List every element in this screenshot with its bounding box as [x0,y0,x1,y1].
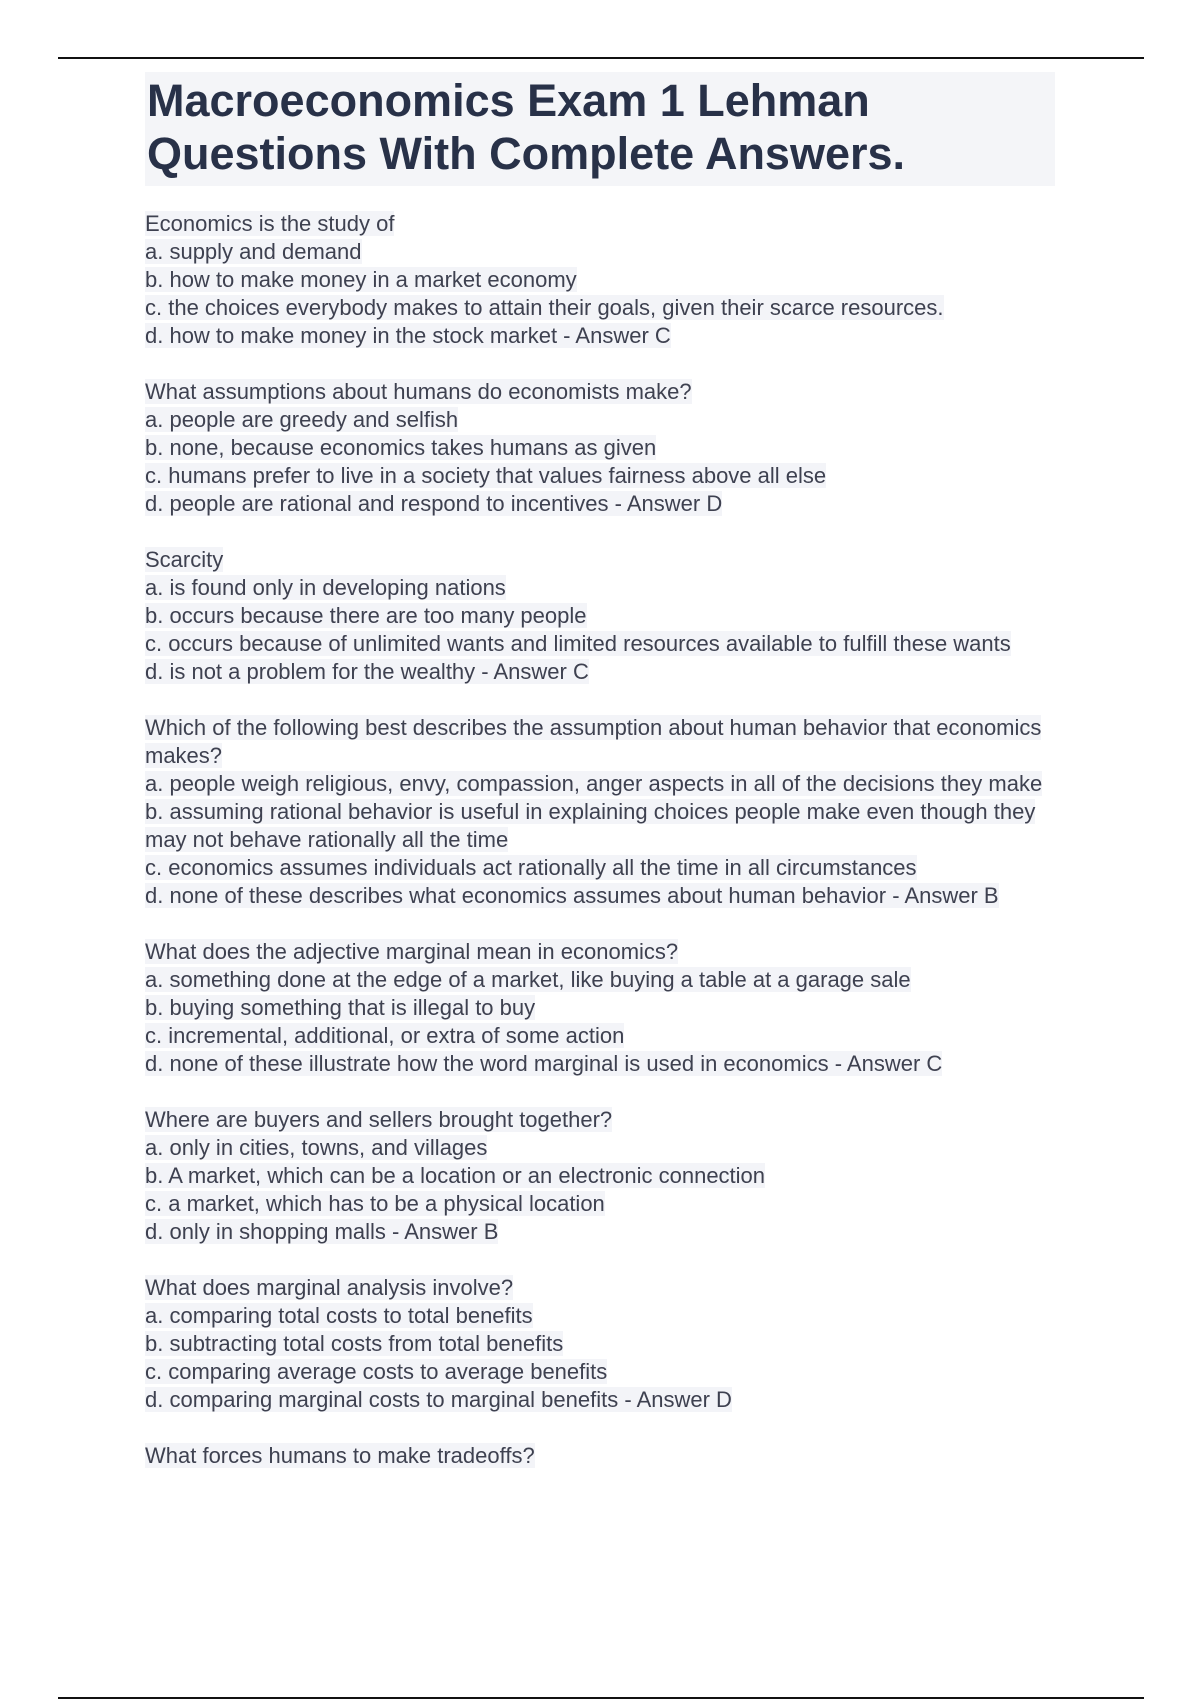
question-item [145,1106,1055,1246]
question-item [145,210,1055,350]
title-block [145,72,1055,186]
question-prompt: What forces humans to make tradeoffs? [145,1443,535,1468]
answer-option: c. occurs because of unlimited wants and limited resources available to fulfill these wants [145,631,1011,656]
answer-option: c. a market, which has to be a physical location [145,1191,605,1216]
document-title: Macroeconomics Exam 1 Lehman Questions With Complete Answers. [147,75,906,179]
question-list [145,210,1055,1470]
question-item [145,938,1055,1078]
answer-option: a. only in cities, towns, and villages [145,1135,488,1160]
answer-option: c. comparing average costs to average benefits [145,1359,608,1384]
question-item [145,714,1055,910]
question-prompt: What does marginal analysis involve? [145,1275,514,1300]
question-prompt: What assumptions about humans do economists make? [145,379,692,404]
answer-option: b. assuming rational behavior is useful in explaining choices people make even though they may not behave rationally all the time [145,799,1036,852]
answer-option: a. people are greedy and selfish [145,407,459,432]
answer-option: d. how to make money in the stock market - Answer C [145,323,671,348]
question-item [145,1442,1055,1470]
question-prompt: Scarcity [145,547,224,572]
answer-option: b. subtracting total costs from total benefits [145,1331,564,1356]
answer-option: b. A market, which can be a location or an electronic connection [145,1163,766,1188]
answer-option: d. is not a problem for the wealthy - Answer C [145,659,589,684]
question-item [145,546,1055,686]
answer-option: b. buying something that is illegal to buy [145,995,536,1020]
answer-option: a. is found only in developing nations [145,575,506,600]
answer-option: a. people weigh religious, envy, compassion, anger aspects in all of the decisions they make [145,771,1043,796]
answer-option: c. humans prefer to live in a society that values fairness above all else [145,463,827,488]
answer-option: d. comparing marginal costs to marginal benefits - Answer D [145,1387,732,1412]
answer-option: c. incremental, additional, or extra of some action [145,1023,625,1048]
answer-option: c. the choices everybody makes to attain their goals, given their scarce resources. [145,295,944,320]
question-item [145,1274,1055,1414]
answer-option: b. how to make money in a market economy [145,267,577,292]
question-prompt: Which of the following best describes the assumption about human behavior that economics makes? [145,715,1042,768]
top-divider [58,57,1144,59]
answer-option: d. none of these describes what economics assumes about human behavior - Answer B [145,883,999,908]
answer-option: a. supply and demand [145,239,362,264]
answer-option: d. none of these illustrate how the word marginal is used in economics - Answer C [145,1051,943,1076]
answer-option: d. only in shopping malls - Answer B [145,1219,499,1244]
answer-option: a. comparing total costs to total benefits [145,1303,533,1328]
answer-option: b. none, because economics takes humans as given [145,435,657,460]
bottom-divider [58,1697,1144,1699]
question-prompt: Economics is the study of [145,211,395,236]
answer-option: b. occurs because there are too many people [145,603,587,628]
answer-option: a. something done at the edge of a market, like buying a table at a garage sale [145,967,911,992]
document-page [145,72,1055,1498]
answer-option: d. people are rational and respond to incentives - Answer D [145,491,723,516]
question-item [145,378,1055,518]
answer-option: c. economics assumes individuals act rationally all the time in all circumstances [145,855,917,880]
question-prompt: Where are buyers and sellers brought together? [145,1107,613,1132]
question-prompt: What does the adjective marginal mean in economics? [145,939,679,964]
